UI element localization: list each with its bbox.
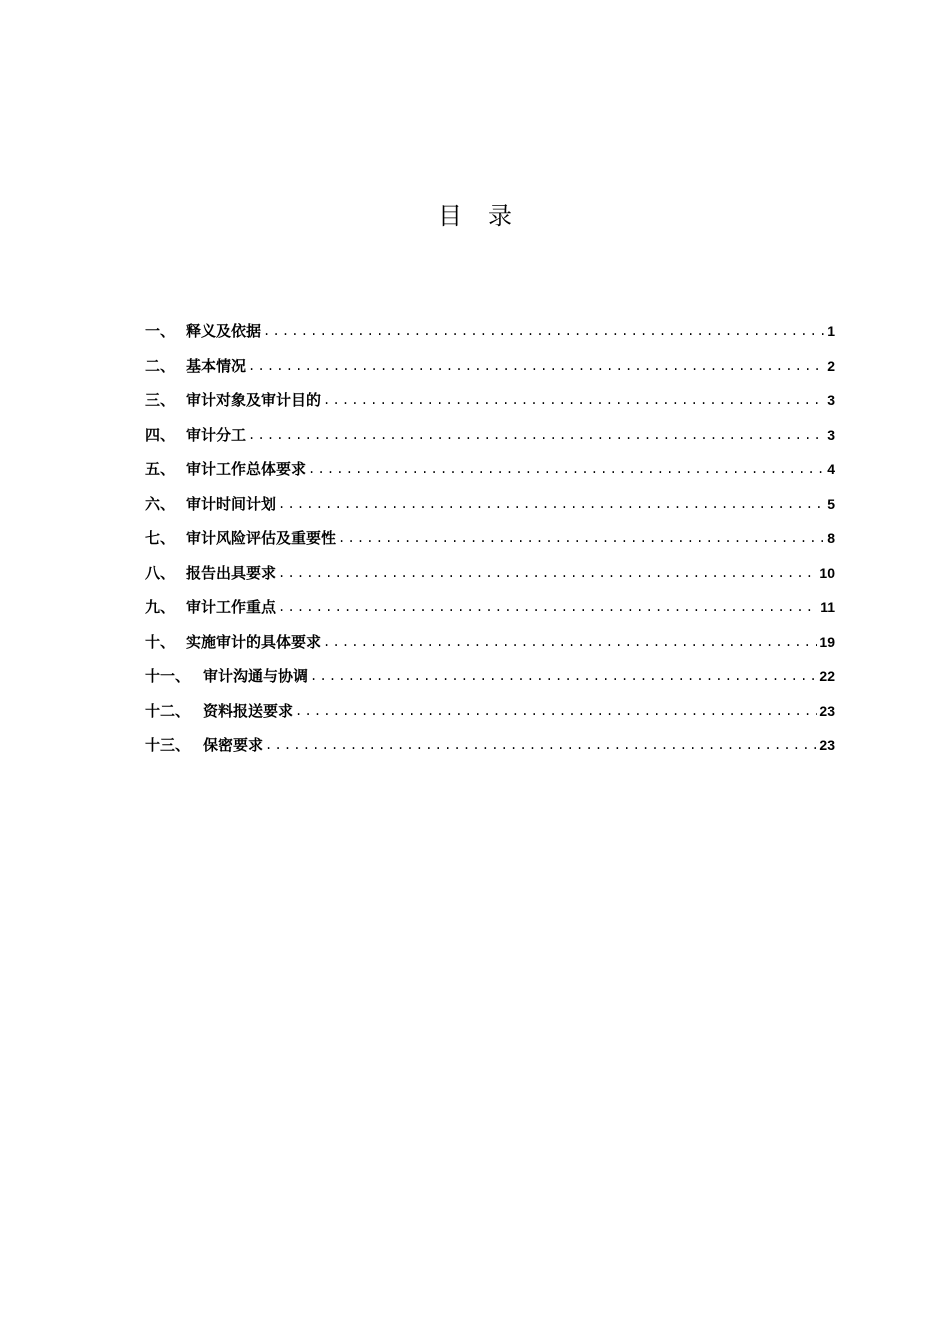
toc-entry-page: 4 — [827, 461, 835, 477]
toc-entry-6[interactable] — [145, 489, 835, 524]
toc-entry-label: 保密要求 — [203, 736, 264, 754]
toc-entry-number: 一、 — [145, 322, 176, 340]
toc-entry-number: 四、 — [145, 425, 176, 444]
toc-entry-page: 22 — [819, 668, 835, 684]
toc-entry-8[interactable] — [145, 558, 835, 593]
toc-entry-page: 1 — [827, 323, 835, 339]
dot-leader — [278, 489, 825, 519]
toc-entry-number: 十二、 — [145, 701, 191, 720]
toc-entry-label: 审计沟通与协调 — [203, 667, 309, 685]
toc-entry-7[interactable] — [145, 523, 835, 558]
toc-entry-page: 23 — [819, 737, 835, 753]
toc-entry-label: 审计对象及审计目的 — [186, 391, 322, 409]
dot-leader — [263, 316, 825, 346]
toc-entry-10[interactable] — [145, 627, 835, 662]
toc-entry-label: 报告出具要求 — [186, 563, 277, 582]
dot-leader — [278, 558, 817, 588]
toc-entry-number: 七、 — [145, 529, 176, 547]
toc-entry-label: 实施审计的具体要求 — [186, 632, 322, 651]
toc-entry-label: 审计时间计划 — [186, 494, 277, 513]
toc-list — [145, 316, 835, 765]
toc-entry-page: 23 — [819, 702, 835, 719]
toc-entry-11[interactable] — [145, 661, 835, 696]
toc-entry-number: 十三、 — [145, 736, 191, 754]
toc-entry-page: 3 — [827, 392, 835, 408]
dot-leader — [310, 661, 817, 691]
toc-entry-number: 八、 — [145, 563, 176, 582]
dot-leader — [248, 351, 825, 381]
toc-entry-1[interactable] — [145, 316, 835, 351]
toc-entry-label: 审计分工 — [186, 425, 247, 444]
toc-entry-13[interactable] — [145, 730, 835, 765]
toc-entry-3[interactable] — [145, 385, 835, 420]
toc-entry-label: 释义及依据 — [186, 322, 262, 340]
toc-entry-number: 三、 — [145, 391, 176, 409]
dot-leader — [248, 420, 825, 450]
dot-leader — [338, 523, 825, 553]
dot-leader — [295, 696, 817, 726]
toc-entry-12[interactable] — [145, 696, 835, 731]
title-char-1: 目 — [438, 202, 462, 230]
page-title — [0, 198, 950, 234]
toc-entry-4[interactable] — [145, 420, 835, 455]
toc-entry-label: 审计风险评估及重要性 — [186, 529, 337, 547]
toc-entry-2[interactable] — [145, 351, 835, 386]
toc-entry-page: 8 — [827, 530, 835, 546]
toc-entry-label: 审计工作重点 — [186, 598, 277, 616]
toc-entry-label: 审计工作总体要求 — [186, 460, 307, 478]
toc-entry-number: 二、 — [145, 356, 176, 375]
toc-entry-number: 十、 — [145, 632, 176, 651]
dot-leader — [323, 627, 817, 657]
toc-entry-5[interactable] — [145, 454, 835, 489]
toc-entry-page: 2 — [827, 357, 835, 374]
toc-entry-number: 十一、 — [145, 667, 191, 685]
toc-entry-9[interactable] — [145, 592, 835, 627]
dot-leader — [308, 454, 825, 484]
toc-entry-number: 六、 — [145, 494, 176, 513]
toc-entry-label: 基本情况 — [186, 356, 247, 375]
toc-entry-number: 九、 — [145, 598, 176, 616]
toc-entry-page: 3 — [827, 426, 835, 443]
toc-entry-page: 10 — [819, 564, 835, 581]
dot-leader — [278, 592, 818, 622]
dot-leader — [265, 730, 817, 760]
toc-entry-number: 五、 — [145, 460, 176, 478]
toc-entry-label: 资料报送要求 — [203, 701, 294, 720]
dot-leader — [323, 385, 825, 415]
toc-entry-page: 11 — [820, 599, 835, 615]
toc-entry-page: 19 — [819, 633, 835, 650]
toc-entry-page: 5 — [827, 495, 835, 512]
title-char-2: 录 — [488, 202, 512, 230]
